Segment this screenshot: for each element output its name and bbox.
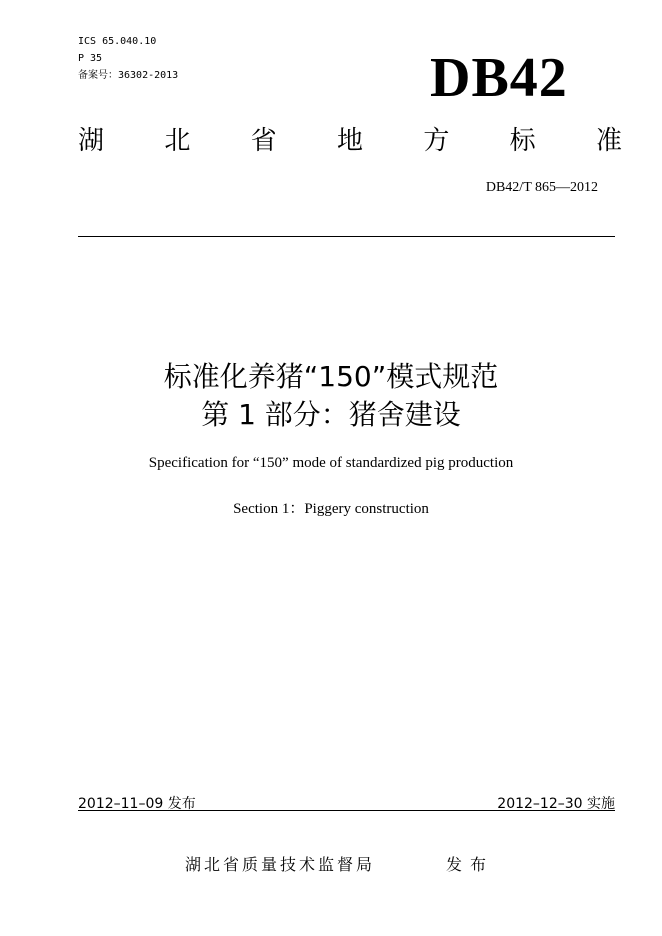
english-subtitle: Section 1：Piggery construction [233, 501, 429, 517]
chinese-title-line-1: 标准化养猪“150”模式规范 [163, 360, 499, 393]
issue-date: 2012–11–09 发布 [78, 796, 196, 812]
standard-number: DB42/T 865—2012 [485, 180, 598, 195]
standard-type-char: 北 [164, 126, 191, 156]
bottom-divider [78, 810, 615, 811]
chinese-title-line-2: 第 1 部分：猪舍建设 [201, 398, 461, 431]
db-code-logo: DB42 [430, 47, 568, 109]
ics-code: ICS 65.040.10 [78, 36, 157, 47]
filing-number: 备案号：36302-2013 [78, 70, 179, 81]
standard-type-char: 标 [509, 126, 536, 156]
chinese-title [0, 358, 662, 434]
standard-type-char: 准 [595, 126, 622, 156]
issuing-authority: 湖北省质量技术监督局 [185, 855, 376, 874]
standard-type-char: 省 [250, 126, 277, 156]
ccs-code: P 35 [78, 53, 103, 64]
english-title: Specification for “150” mode of standardized pig production [148, 455, 514, 471]
issue-label: 发布 [446, 855, 495, 874]
document-metadata [78, 33, 178, 84]
standard-type-char: 地 [336, 126, 363, 156]
standard-type-char: 湖 [78, 126, 105, 156]
standard-type-char: 方 [423, 126, 450, 156]
standard-type-heading [78, 128, 622, 154]
top-divider [78, 236, 615, 237]
implementation-date: 2012–12–30 实施 [497, 796, 615, 812]
